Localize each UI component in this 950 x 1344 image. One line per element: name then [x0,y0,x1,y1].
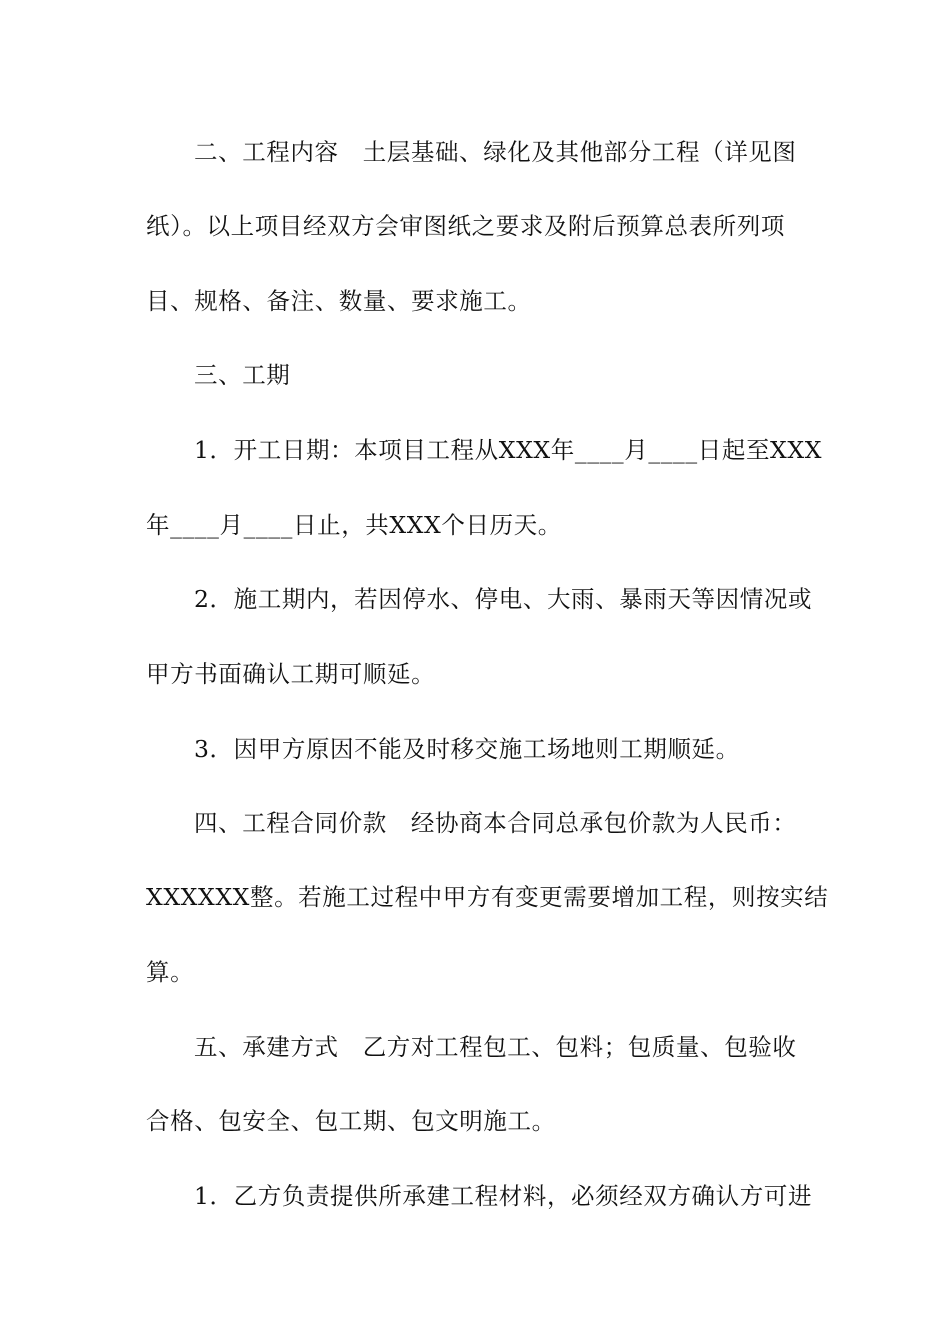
paragraph-line: 1．乙方负责提供所承建工程材料，必须经双方确认方可进 [194,1182,813,1210]
paragraph-line: XXXXXX整。若施工过程中甲方有变更需要增加工程，则按实结 [146,883,829,911]
paragraph-line: 2．施工期内，若因停水、停电、大雨、暴雨天等因情况或 [194,585,813,613]
paragraph-line: 二、工程内容 土层基础、绿化及其他部分工程（详见图 [194,138,797,166]
paragraph-line: 年____月____日止，共XXX个日历天。 [146,511,562,539]
paragraph-line: 五、承建方式 乙方对工程包工、包料；包质量、包验收 [194,1033,797,1061]
paragraph-line: 合格、包安全、包工期、包文明施工。 [146,1107,556,1135]
section-heading: 三、工期 [194,361,291,389]
paragraph-line: 算。 [146,958,195,986]
paragraph-line: 目、规格、备注、数量、要求施工。 [146,287,532,315]
paragraph-line: 纸）。以上项目经双方会审图纸之要求及附后预算总表所列项 [146,212,785,240]
paragraph-line: 四、工程合同价款 经协商本合同总承包价款为人民币： [194,809,797,837]
paragraph-line: 甲方书面确认工期可顺延。 [146,660,436,688]
paragraph-line: 1．开工日期：本项目工程从XXX年____月____日起至XXX [194,436,823,464]
paragraph-line: 3．因甲方原因不能及时移交施工场地则工期顺延。 [194,735,740,763]
